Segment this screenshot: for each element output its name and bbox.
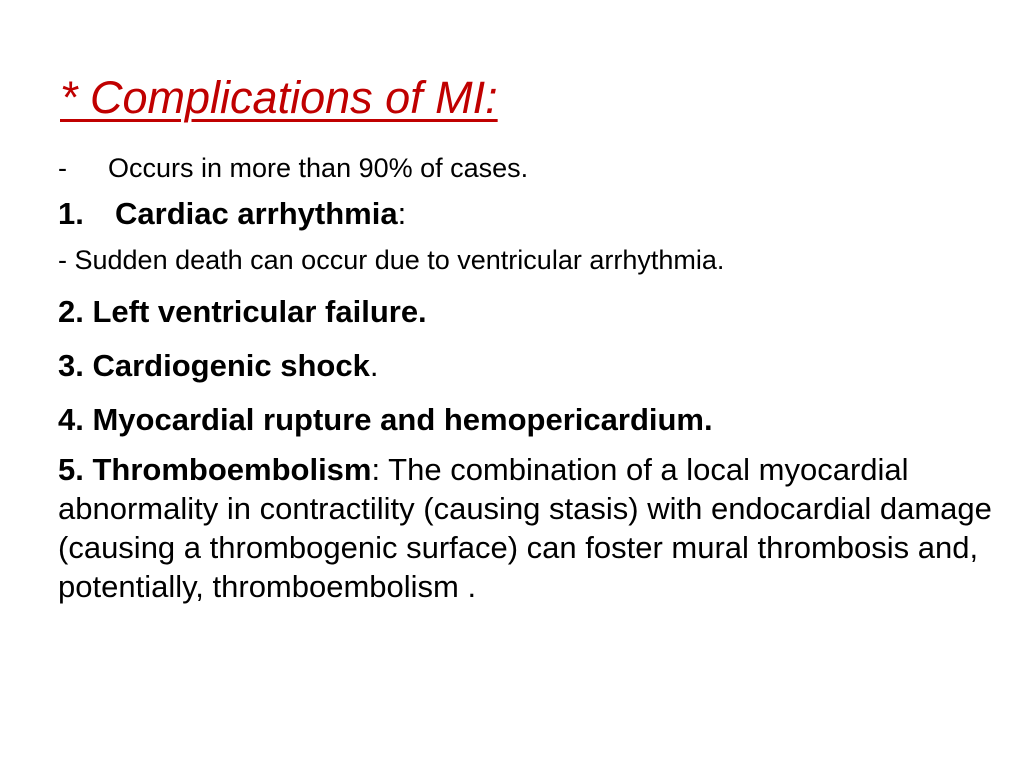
complication-item-5 [58,450,1003,606]
item-5-separator: : [371,452,381,487]
item-3-heading: 3. Cardiogenic shock [58,348,370,383]
item-1-detail: - Sudden death can occur due to ventricular arrhythmia. [58,245,725,275]
complication-item-3 [58,344,1003,388]
intro-bullet-marker: - [58,153,67,183]
item-5-description: The combination of a local myocardial abnormality in contractility (causing stasis) with endocardial damage (causing a thrombogenic surface) can foster mural thrombosis and, potentially, thromboembolism . [58,452,992,604]
intro-bullet [58,148,1003,188]
item-3-suffix: . [369,348,379,383]
item-1-suffix: : [397,196,407,231]
slide-body [58,148,1003,606]
complication-item-4: 4. Myocardial rupture and hemopericardium. [58,402,713,437]
item-1-heading: Cardiac arrhythmia [115,196,398,231]
complication-item-2: 2. Left ventricular failure. [58,294,427,329]
complication-item-1 [58,192,1003,236]
intro-bullet-text: Occurs in more than 90% of cases. [108,153,529,183]
slide-title: * Complications of MI: [60,72,498,123]
item-5-heading: 5. Thromboembolism [58,452,372,487]
item-1-number: 1. [58,196,84,231]
